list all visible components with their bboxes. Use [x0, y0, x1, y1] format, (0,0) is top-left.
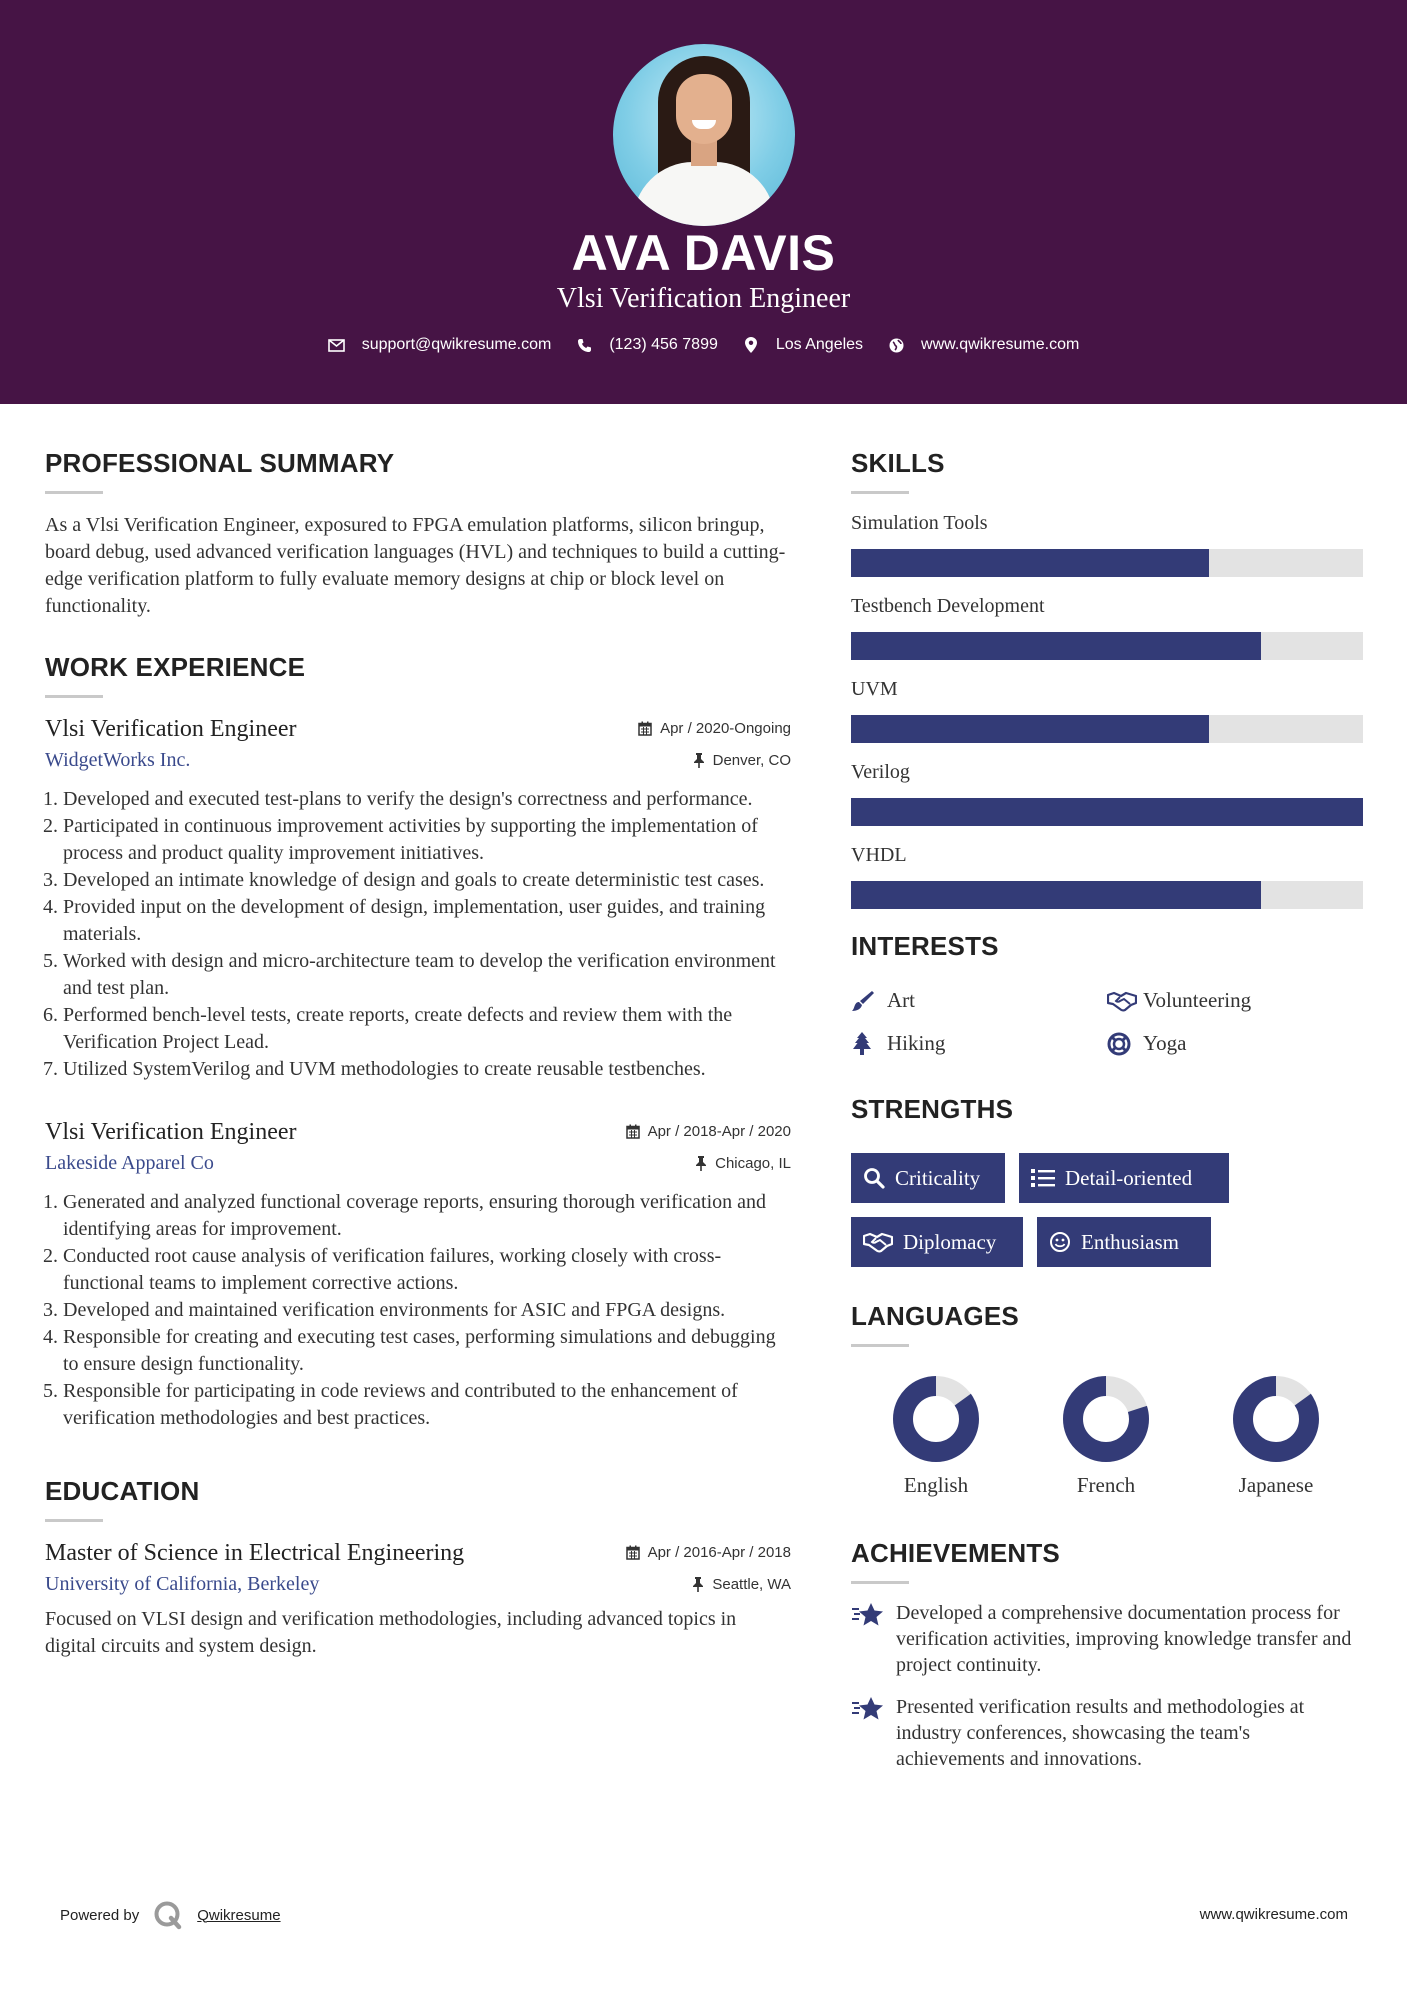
education-dates-text: Apr / 2016-Apr / 2018 — [647, 1544, 791, 1561]
language-donut — [1232, 1375, 1320, 1463]
interests-list — [851, 988, 1363, 1056]
experience-section — [45, 652, 791, 1432]
map-marker-icon — [742, 336, 760, 354]
phone-text: (123) 456 7899 — [609, 336, 718, 353]
job-dates-text: Apr / 2018-Apr / 2020 — [647, 1123, 791, 1140]
job-location — [693, 752, 791, 769]
contact-location — [742, 336, 863, 354]
skills-section — [851, 448, 1363, 909]
candidate-title: Vlsi Verification Engineer — [556, 283, 851, 314]
summary-heading: PROFESSIONAL SUMMARY — [45, 448, 395, 478]
list-item: 5. Worked with design and micro-architecture team to develop the verification environment and test plan. — [43, 950, 776, 999]
contact-bar — [0, 336, 1407, 354]
handshake-icon — [863, 1231, 893, 1253]
smile-icon — [1049, 1231, 1071, 1253]
resume-header — [0, 0, 1407, 404]
education-location-text: Seattle, WA — [712, 1576, 791, 1593]
education-section — [45, 1476, 791, 1660]
section-divider — [45, 1519, 103, 1522]
achievement-text: Presented verification results and methodologies at industry conferences, showcasing the team's achievements and innovations. — [896, 1696, 1305, 1770]
job-location-text: Denver, CO — [712, 752, 791, 769]
pin-icon — [692, 1577, 704, 1592]
interest-label: Hiking — [887, 1031, 946, 1055]
calendar-icon — [626, 1545, 640, 1560]
languages-list — [851, 1375, 1363, 1498]
location-text: Los Angeles — [775, 336, 864, 353]
skill-bar — [851, 881, 1363, 909]
strength-label: Enthusiasm — [1081, 1229, 1179, 1254]
footer-website-link[interactable]: www.qwikresume.com — [1199, 1906, 1348, 1923]
skill-bar-fill — [851, 881, 1261, 909]
list-item: 6. Performed bench-level tests, create reports, create defects and review them with the Verification Project Lead. — [43, 1004, 733, 1053]
contact-website[interactable] — [887, 336, 1079, 354]
job-dates — [638, 720, 791, 737]
job-bullets — [45, 786, 791, 1083]
job-title: Vlsi Verification Engineer — [45, 716, 297, 742]
interest-label: Yoga — [1143, 1031, 1187, 1055]
qwikresume-logo-icon — [153, 1900, 183, 1930]
tree-icon — [851, 1032, 881, 1056]
job-dates-text: Apr / 2020-Ongoing — [660, 720, 791, 737]
education-heading: EDUCATION — [45, 1476, 200, 1506]
education-location — [692, 1576, 791, 1593]
achievements-section — [851, 1538, 1363, 1772]
language-donut — [892, 1375, 980, 1463]
experience-heading: WORK EXPERIENCE — [45, 652, 306, 682]
skill-item — [851, 595, 1363, 660]
language-donut — [1062, 1375, 1150, 1463]
paintbrush-icon — [851, 989, 881, 1013]
skill-bar — [851, 715, 1363, 743]
website-text: www.qwikresume.com — [921, 336, 1080, 353]
job-dates — [626, 1123, 791, 1140]
education-entry — [45, 1540, 791, 1660]
language-item — [1191, 1375, 1361, 1498]
star-icon — [851, 1694, 896, 1772]
skill-name: Testbench Development — [851, 595, 1045, 617]
school-name: University of California, Berkeley — [45, 1573, 320, 1595]
list-item: 1. Generated and analyzed functional coverage reports, ensuring thorough verification and identifying areas for improvement. — [43, 1191, 767, 1240]
job-entry — [45, 1119, 791, 1432]
education-description: Focused on VLSI design and verification methodologies, including advanced topics in digital circuits and system design. — [45, 1608, 737, 1657]
lifebuoy-icon — [1107, 1032, 1137, 1056]
strengths-section — [851, 1094, 1363, 1267]
skill-item — [851, 512, 1363, 577]
strength-tag — [851, 1217, 1023, 1267]
skill-name: Verilog — [851, 761, 910, 783]
email-text: support@qwikresume.com — [361, 336, 552, 353]
skill-bar-fill — [851, 549, 1209, 577]
list-item: 2. Conducted root cause analysis of verification failures, working closely with cross-functional teams to implement corrective actions. — [43, 1245, 722, 1294]
star-icon — [851, 1600, 896, 1678]
skill-name: UVM — [851, 678, 898, 700]
skills-list — [851, 512, 1363, 909]
contact-phone[interactable] — [575, 336, 718, 354]
list-item: 3. Developed and maintained verification environments for ASIC and FPGA designs. — [43, 1299, 726, 1321]
list-item: 1. Developed and executed test-plans to verify the design's correctness and performance. — [43, 788, 753, 810]
interest-item — [1107, 1031, 1363, 1056]
strengths-list — [851, 1153, 1363, 1267]
language-name: French — [1076, 1473, 1136, 1497]
pin-icon — [695, 1156, 707, 1171]
strength-tag — [1037, 1217, 1211, 1267]
strength-label: Detail-oriented — [1065, 1165, 1193, 1190]
interest-label: Volunteering — [1143, 988, 1252, 1012]
achievement-item — [851, 1600, 1363, 1678]
footer-branding — [60, 1900, 281, 1930]
interest-item — [1107, 988, 1363, 1013]
achievements-heading: ACHIEVEMENTS — [851, 1538, 1060, 1568]
interest-item — [851, 988, 1107, 1013]
skill-item — [851, 678, 1363, 743]
envelope-icon — [328, 336, 346, 354]
degree-title: Master of Science in Electrical Engineering — [45, 1540, 465, 1566]
skill-bar-fill — [851, 715, 1209, 743]
language-item — [851, 1375, 1021, 1498]
section-divider — [851, 491, 909, 494]
job-bullets — [45, 1189, 791, 1432]
search-icon — [863, 1167, 885, 1189]
skill-name: Simulation Tools — [851, 512, 988, 534]
section-divider — [45, 491, 103, 494]
calendar-icon — [626, 1124, 640, 1139]
list-item: 3. Developed an intimate knowledge of design and goals to create deterministic test cases. — [43, 869, 765, 891]
contact-email[interactable] — [328, 336, 552, 354]
languages-heading: LANGUAGES — [851, 1301, 1019, 1331]
job-location — [695, 1155, 791, 1172]
skill-item — [851, 844, 1363, 909]
job-location-text: Chicago, IL — [715, 1155, 791, 1172]
skill-item — [851, 761, 1363, 826]
strength-tag — [851, 1153, 1005, 1203]
job-company: WidgetWorks Inc. — [45, 749, 191, 771]
summary-text: As a Vlsi Verification Engineer, exposured to FPGA emulation platforms, silicon bringup, board debug, used advanced verification languages (HVL) and techniques to build a cutting-edge verification platform to fully evaluate memory designs at chip or block level on functionality. — [45, 514, 786, 617]
skill-bar — [851, 549, 1363, 577]
list-item: 4. Provided input on the development of design, implementation, user guides, and training materials. — [43, 896, 766, 945]
list-item: 5. Responsible for participating in code reviews and contributed to the enhancement of verification methodologies and best practices. — [43, 1380, 738, 1429]
right-column — [851, 448, 1363, 1772]
skill-bar-fill — [851, 798, 1363, 826]
powered-by-text: Powered by — [60, 1906, 140, 1924]
list-item: 2. Participated in continuous improvement activities by supporting the implementation of process and product quality improvement initiatives. — [43, 815, 758, 864]
language-name: Japanese — [1238, 1473, 1314, 1497]
section-divider — [45, 695, 103, 698]
handshake-icon — [1107, 990, 1137, 1012]
brand-link[interactable]: Qwikresume — [197, 1906, 281, 1924]
skills-heading: SKILLS — [851, 448, 945, 478]
pin-icon — [693, 753, 705, 768]
strength-label: Diplomacy — [903, 1229, 997, 1254]
achievement-text: Developed a comprehensive documentation process for verification activities, improving knowledge transfer and project continuity. — [896, 1602, 1352, 1676]
list-item: 7. Utilized SystemVerilog and UVM methodologies to create reusable testbenches. — [43, 1058, 706, 1080]
language-item — [1021, 1375, 1191, 1498]
list-icon — [1031, 1168, 1055, 1188]
strength-tag — [1019, 1153, 1229, 1203]
skill-bar-fill — [851, 632, 1261, 660]
achievement-item — [851, 1694, 1363, 1772]
phone-icon — [575, 336, 593, 354]
left-column — [45, 448, 791, 1660]
candidate-name: AVA DAVIS — [571, 225, 836, 281]
section-divider — [851, 1581, 909, 1584]
list-item: 4. Responsible for creating and executing test cases, performing simulations and debugging to ensure design functionality. — [43, 1326, 776, 1375]
calendar-icon — [638, 721, 652, 736]
education-dates — [626, 1544, 791, 1561]
job-title: Vlsi Verification Engineer — [45, 1119, 297, 1145]
interests-section — [851, 931, 1363, 1056]
interests-heading: INTERESTS — [851, 931, 999, 961]
skill-bar — [851, 798, 1363, 826]
strengths-heading: STRENGTHS — [851, 1094, 1014, 1124]
skill-bar — [851, 632, 1363, 660]
summary-section — [45, 448, 791, 620]
profile-photo — [613, 44, 795, 226]
section-divider — [851, 1344, 909, 1347]
interest-label: Art — [887, 988, 915, 1012]
skill-name: VHDL — [851, 844, 907, 866]
job-entry — [45, 716, 791, 1083]
globe-icon — [887, 336, 905, 354]
job-company: Lakeside Apparel Co — [45, 1152, 214, 1174]
language-name: English — [903, 1473, 969, 1497]
strength-label: Criticality — [895, 1165, 981, 1190]
interest-item — [851, 1031, 1107, 1056]
languages-section — [851, 1301, 1363, 1498]
